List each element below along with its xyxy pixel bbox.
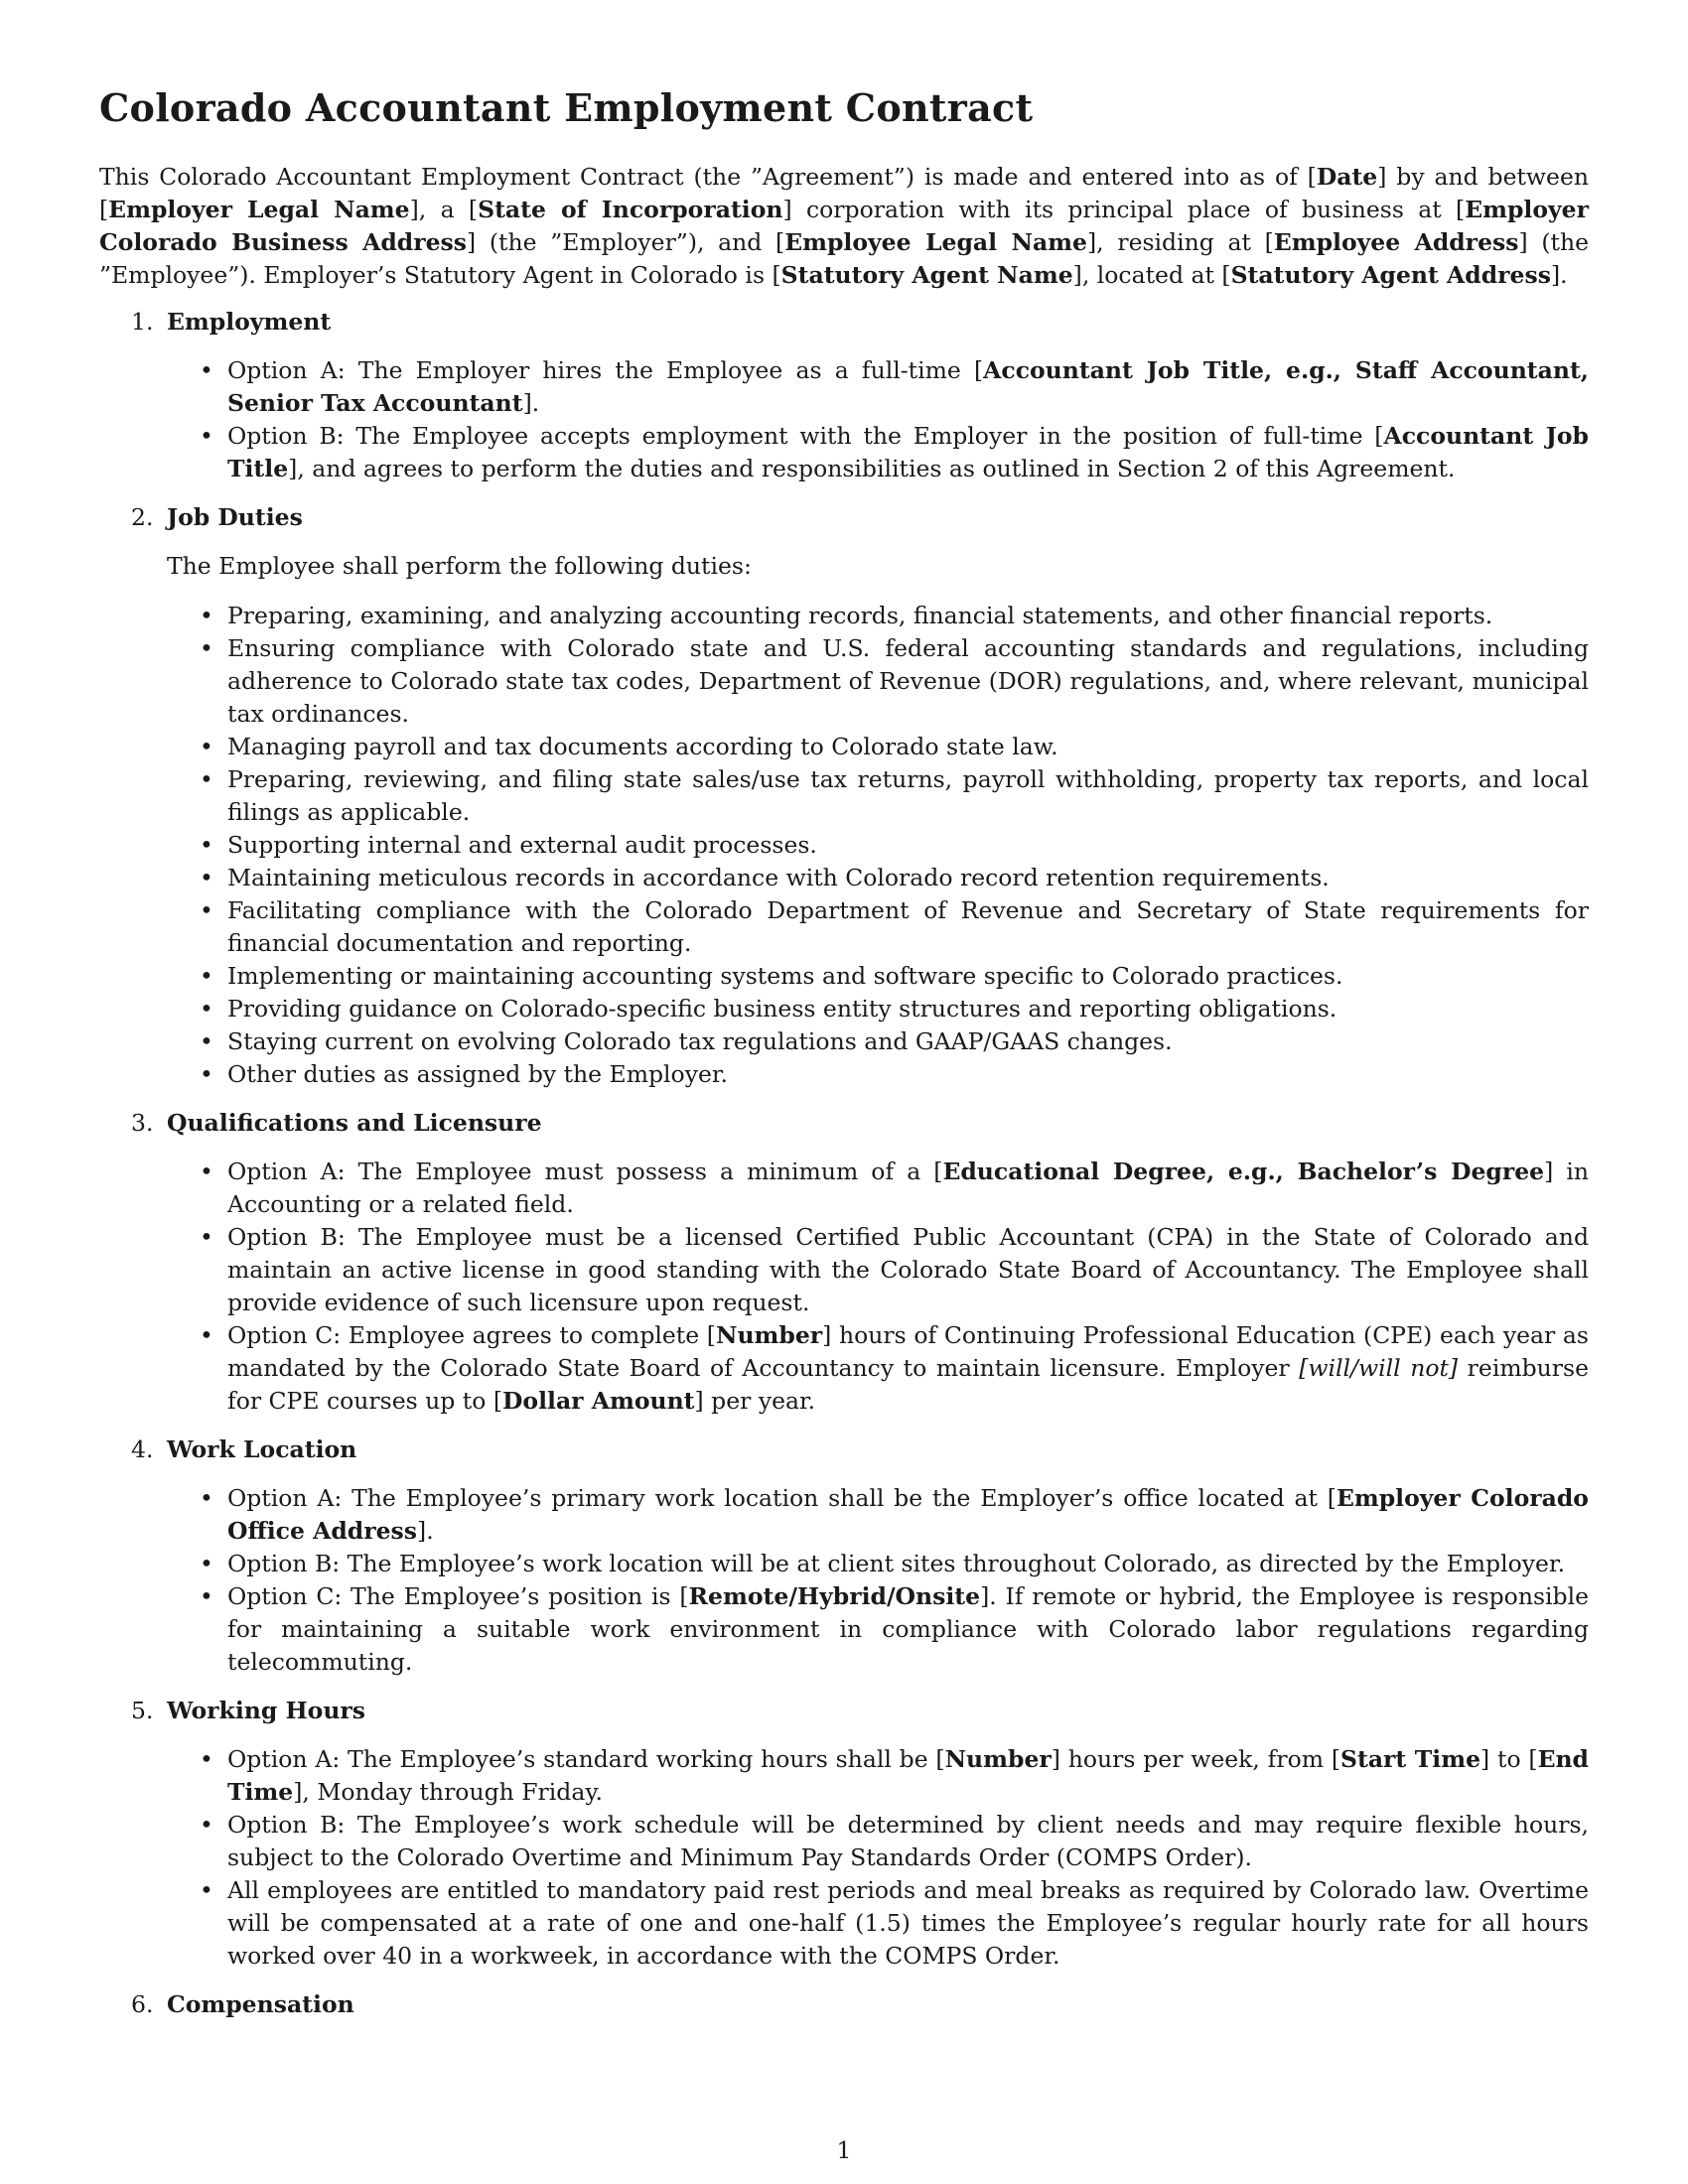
- document-page: [99, 85, 1589, 2130]
- bullet-icon: •: [200, 961, 213, 990]
- section-title: Work Location: [167, 1434, 357, 1463]
- text-run: ] hours of Continuing Professional Education (CPE) each year as mandated by the Colorado State Board of Accountancy to maintain licensure. Employer: [227, 1320, 1589, 1382]
- text-run: ].: [417, 1516, 434, 1545]
- bullet-icon: •: [200, 1483, 213, 1512]
- list-item: [167, 600, 1589, 632]
- list-item: [167, 632, 1589, 731]
- bullet-icon: •: [200, 1875, 213, 1904]
- list-item: [167, 1809, 1589, 1874]
- placeholder-field: Educational Degree, e.g., Bachelor’s Degree: [942, 1157, 1545, 1185]
- sections-list: [99, 306, 1589, 2021]
- text-run: Option B: The Employee accepts employment with the Employer in the position of full-time [: [227, 421, 1384, 450]
- list-item: [167, 1319, 1589, 1418]
- bullet-list: [167, 1743, 1589, 1973]
- bullet-icon: •: [200, 1549, 213, 1577]
- bullet-list: [167, 600, 1589, 1091]
- section-5: [99, 1695, 1589, 1973]
- list-item: [167, 1156, 1589, 1221]
- placeholder-field: State of Incorporation: [478, 195, 783, 223]
- list-item: [167, 1482, 1589, 1548]
- placeholder-field: Dollar Amount: [502, 1386, 695, 1415]
- bullet-icon: •: [200, 830, 213, 859]
- bullet-icon: •: [200, 1810, 213, 1839]
- list-item: [167, 763, 1589, 829]
- list-item: [167, 960, 1589, 993]
- text-run: ], Monday through Friday.: [293, 1777, 603, 1806]
- placeholder-field: Employee Legal Name: [784, 227, 1087, 256]
- text-run: ], located at [: [1072, 260, 1231, 289]
- text-run: ] to [: [1480, 1744, 1538, 1773]
- bullet-icon: •: [200, 1026, 213, 1055]
- section-3: [99, 1107, 1589, 1418]
- text-run: ] hours per week, from [: [1051, 1744, 1340, 1773]
- list-item: [167, 1058, 1589, 1091]
- list-item: [167, 1580, 1589, 1679]
- placeholder-field: Number: [715, 1320, 823, 1349]
- list-item: [167, 894, 1589, 960]
- section-number: 4.: [131, 1434, 154, 1463]
- text-run: Facilitating compliance with the Colorado Department of Revenue and Secretary of State requirements for financial documentation and reporting.: [227, 895, 1589, 957]
- text-run: Maintaining meticulous records in accordance with Colorado record retention requirements.: [227, 863, 1330, 891]
- list-item: [167, 1743, 1589, 1809]
- section-number: 1.: [131, 307, 154, 336]
- text-run: ], residing at [: [1087, 227, 1274, 256]
- bullet-icon: •: [200, 601, 213, 629]
- list-item: [167, 862, 1589, 894]
- list-item: [167, 420, 1589, 485]
- text-run: ] in Accounting or a related field.: [227, 1157, 1590, 1218]
- placeholder-field: Accountant Job Title, e.g., Staff Accountant, Senior Tax Accountant: [227, 355, 1589, 417]
- placeholder-field: Statutory Agent Name: [780, 260, 1073, 289]
- list-item: [167, 354, 1589, 420]
- text-run: Option B: The Employee’s work schedule will be determined by client needs and may require flexible hours, subject to the Colorado Overtime and Minimum Pay Standards Order (COMPS Order).: [227, 1810, 1589, 1871]
- text-run: Preparing, reviewing, and filing state sales/use tax returns, payroll withholding, property tax reports, and local filings as applicable.: [227, 764, 1589, 826]
- placeholder-field: End Time: [227, 1744, 1589, 1806]
- placeholder-field: Employer Colorado Business Address: [99, 195, 1589, 256]
- bullet-list: [167, 354, 1589, 485]
- list-item: [167, 1025, 1589, 1058]
- text-run: Option A: The Employee must possess a minimum of a [: [227, 1157, 943, 1185]
- text-run: ]. If remote or hybrid, the Employee is responsible for maintaining a suitable work environment in compliance with Colorado labor regulations regarding telecommuting.: [227, 1581, 1589, 1676]
- placeholder-field: Employee Address: [1273, 227, 1519, 256]
- list-item: [167, 1548, 1589, 1580]
- placeholder-field: Employer Colorado Office Address: [227, 1483, 1589, 1545]
- page-number: 1: [836, 2136, 852, 2164]
- bullet-icon: •: [200, 732, 213, 760]
- text-run: This Colorado Accountant Employment Contract (the ”Agreement”) is made and entered into as of [: [99, 162, 1317, 191]
- list-item: [167, 1874, 1589, 1973]
- placeholder-field: Accountant Job Title: [227, 421, 1589, 482]
- section-number: 5.: [131, 1696, 154, 1724]
- section-2: [99, 501, 1589, 1091]
- text-run: ] corporation with its principal place of business at [: [782, 195, 1466, 223]
- text-run: Staying current on evolving Colorado tax regulations and GAAP/GAAS changes.: [227, 1026, 1173, 1055]
- list-item: [167, 731, 1589, 763]
- section-number: 6.: [131, 1989, 154, 2018]
- text-run: Option B: The Employee must be a licensed Certified Public Accountant (CPA) in the State of Colorado and maintain an active license in good standing with the Colorado State Board of Accountancy. The Employee shall provide evidence of such licensure upon request.: [227, 1222, 1589, 1316]
- bullet-icon: •: [200, 355, 213, 384]
- text-run: Option A: The Employer hires the Employee as a full-time [: [227, 355, 984, 384]
- section-title: Job Duties: [167, 502, 303, 531]
- placeholder-field: Employer Legal Name: [108, 195, 410, 223]
- bullet-icon: •: [200, 633, 213, 662]
- bullet-icon: •: [200, 1222, 213, 1251]
- text-run: Managing payroll and tax documents according to Colorado state law.: [227, 732, 1058, 760]
- list-item: [167, 1221, 1589, 1319]
- text-run: Other duties as assigned by the Employer.: [227, 1059, 729, 1088]
- section-title: Qualifications and Licensure: [167, 1108, 542, 1137]
- text-run: Supporting internal and external audit processes.: [227, 830, 817, 859]
- bullet-icon: •: [200, 895, 213, 924]
- text-run: ] by and between [: [99, 162, 1590, 223]
- section-title: Employment: [167, 307, 332, 336]
- placeholder-field: Remote/Hybrid/Onsite: [688, 1581, 981, 1610]
- list-item: [167, 993, 1589, 1025]
- placeholder-field: Number: [944, 1744, 1052, 1773]
- bullet-icon: •: [200, 764, 213, 793]
- text-run: All employees are entitled to mandatory paid rest periods and meal breaks as required by Colorado law. Overtime will be compensated at a rate of one and one-half (1.5) times the Employee’s regular hourly rate for all hours worked over 40 in a workweek, in accordance with the COMPS Order.: [227, 1875, 1589, 1970]
- text-run: Implementing or maintaining accounting systems and software specific to Colorado practices.: [227, 961, 1343, 990]
- text-run: Option C: Employee agrees to complete [: [227, 1320, 716, 1349]
- section-number: 3.: [131, 1108, 154, 1137]
- section-1: [99, 306, 1589, 485]
- bullet-list: [167, 1156, 1589, 1418]
- section-title: Working Hours: [167, 1696, 366, 1724]
- bullet-icon: •: [200, 1157, 213, 1185]
- text-run: Preparing, examining, and analyzing accounting records, financial statements, and other financial reports.: [227, 601, 1493, 629]
- text-run: Option C: The Employee’s position is [: [227, 1581, 689, 1610]
- text-run: Option A: The Employee’s standard working hours shall be [: [227, 1744, 945, 1773]
- text-run: reimburse for CPE courses up to [: [227, 1353, 1590, 1415]
- bullet-icon: •: [200, 863, 213, 891]
- text-run: ] (the ”Employer”), and [: [467, 227, 785, 256]
- bullet-list: [167, 1482, 1589, 1679]
- text-run: ] (the ”Employee”). Employer’s Statutory Agent in Colorado is [: [99, 227, 1590, 289]
- bullet-icon: •: [200, 994, 213, 1023]
- text-run: Ensuring compliance with Colorado state and U.S. federal accounting standards and regulations, including adherence to Colorado state tax codes, Department of Revenue (DOR) regulations, and, where relevant, municipal tax ordinances.: [227, 633, 1589, 728]
- text-run: ].: [1550, 260, 1568, 289]
- intro-paragraph: [99, 161, 1589, 292]
- italic-text: [will/will not]: [1299, 1353, 1459, 1382]
- placeholder-field: Statutory Agent Address: [1230, 260, 1551, 289]
- bullet-icon: •: [200, 1320, 213, 1349]
- text-run: Providing guidance on Colorado-specific business entity structures and reporting obligations.: [227, 994, 1337, 1023]
- bullet-icon: •: [200, 1059, 213, 1088]
- section-intro: The Employee shall perform the following duties:: [167, 551, 752, 580]
- text-run: Option A: The Employee’s primary work location shall be the Employer’s office located at [: [227, 1483, 1336, 1512]
- placeholder-field: Date: [1316, 162, 1378, 191]
- text-run: ].: [522, 388, 540, 417]
- placeholder-field: Start Time: [1340, 1744, 1481, 1773]
- document-title: Colorado Accountant Employment Contract: [99, 85, 1034, 130]
- bullet-icon: •: [200, 421, 213, 450]
- bullet-icon: •: [200, 1744, 213, 1773]
- text-run: ], a [: [409, 195, 479, 223]
- section-6: [99, 1988, 1589, 2021]
- list-item: [167, 829, 1589, 862]
- section-title: Compensation: [167, 1989, 354, 2018]
- text-run: ] per year.: [694, 1386, 816, 1415]
- text-run: ], and agrees to perform the duties and responsibilities as outlined in Section 2 of this Agreement.: [288, 454, 1456, 482]
- section-4: [99, 1433, 1589, 1679]
- bullet-icon: •: [200, 1581, 213, 1610]
- section-number: 2.: [131, 502, 154, 531]
- text-run: Option B: The Employee’s work location will be at client sites throughout Colorado, as directed by the Employer.: [227, 1549, 1566, 1577]
